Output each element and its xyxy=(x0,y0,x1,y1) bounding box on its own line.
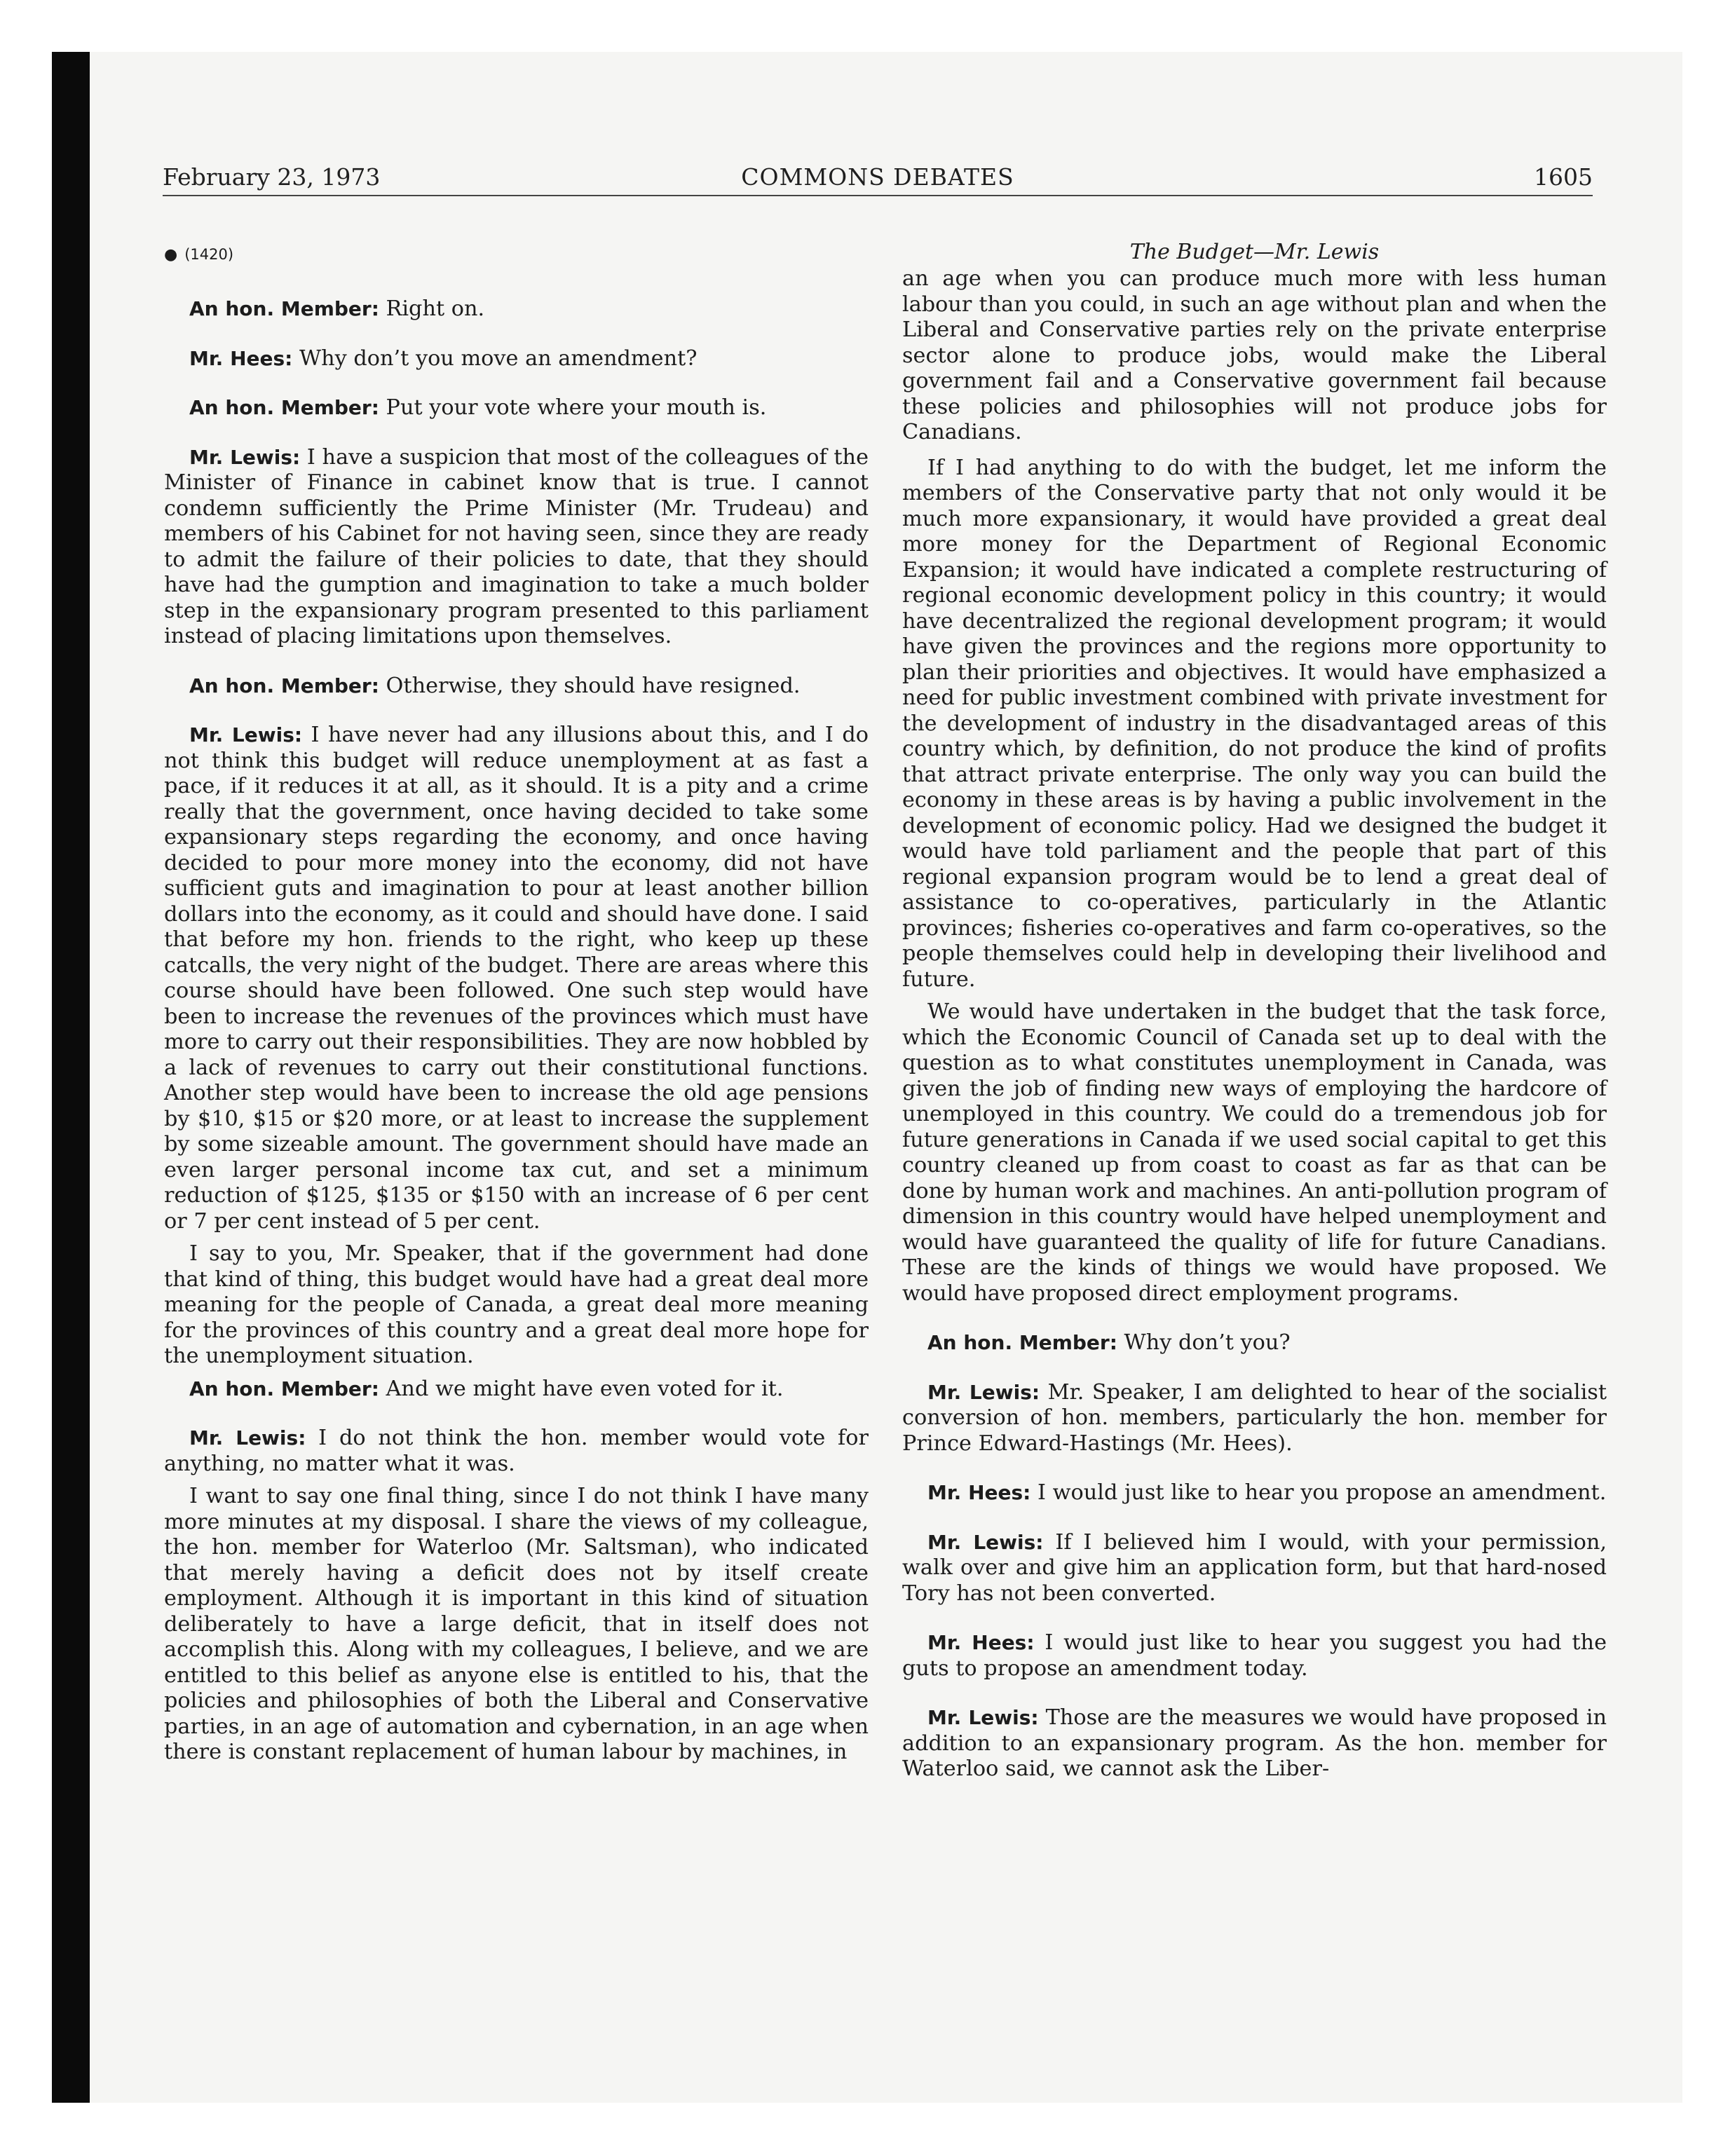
speaker-name: Mr. Lewis: xyxy=(927,1706,1039,1729)
text-paragraph xyxy=(902,266,1607,446)
speaker-name: An hon. Member: xyxy=(927,1331,1117,1354)
left-column xyxy=(164,244,869,1773)
speaker-name: Mr. Lewis: xyxy=(189,445,301,469)
speech-paragraph xyxy=(902,1380,1607,1457)
text-paragraph xyxy=(164,1241,869,1370)
speaker-name: An hon. Member: xyxy=(189,396,379,419)
paragraph-text: I do not think the hon. member would vote for anything, no matter what it was. xyxy=(164,1426,869,1476)
right-column-body xyxy=(902,266,1607,1782)
paragraph-text: Mr. Speaker, I am delighted to hear of the socialist conversion of hon. members, particularly the hon. member for Prince Edward-Hastings (Mr. Hees). xyxy=(902,1379,1607,1456)
time-marker xyxy=(164,244,869,266)
paragraph-text: Put your vote where your mouth is. xyxy=(379,395,767,420)
paragraph-text: I have never had any illusions about this, and I do not think this budget will reduce unemployment at as fast a pace, if it reduces it at all, as it should. It is a pity and a crime really that the government, once having decided to take some expansionary steps regarding the economy, and once having decided to pour more money into the economy, did not have sufficient guts and imagination to pour at least another billion dollars into the economy, as it could and should have done. I said that before my hon. friends to the right, who keep up these catcalls, the very night of the budget. There are areas where this course should have been followed. One such step would have been to increase the revenues of the provinces which must have more to carry out their responsibilities. They are now hobbled by a lack of revenues to carry out their constitutional functions. Another step would have been to increase the old age pensions by $10, $15 or $20 more, or at least to increase the supplement by some sizeable amount. The government should have made an even larger personal income tax cut, and set a minimum reduction of $125, $135 or $150 with an increase of 6 per cent or 7 per cent instead of 5 per cent. xyxy=(164,723,869,1234)
paragraph-text: Those are the measures we would have proposed in addition to an expansionary program. As the hon. member for Waterloo said, we cannot ask the Liber- xyxy=(902,1705,1607,1781)
speech-paragraph xyxy=(164,346,869,372)
text-paragraph xyxy=(902,999,1607,1306)
header-date: February 23, 1973 xyxy=(163,163,381,191)
speech-paragraph xyxy=(164,1377,869,1403)
speaker-name: Mr. Hees: xyxy=(189,346,293,370)
left-column-body xyxy=(164,296,869,1766)
speaker-name: An hon. Member: xyxy=(189,674,379,697)
right-column xyxy=(902,240,1607,1806)
text-paragraph xyxy=(902,456,1607,993)
speech-paragraph xyxy=(902,1330,1607,1356)
time-marker-text: (1420) xyxy=(184,246,234,263)
paragraph-text: I want to say one final thing, since I do not think I have many more minutes at my disposal. I share the views of my colleague, the hon. member for Waterloo (Mr. Saltsman), who indicated that merely having a deficit does not by itself create employment. Although it is important in this kind of situation deliberately to have a large deficit, that in itself does not accomplish this. Along with my colleagues, I believe, and we are entitled to this belief as anyone else is entitled to his, that the policies and philosophies of both the Liberal and Conservative parties, in an age of automation and cybernation, in an age when there is constant replacement of human labour by machines, in xyxy=(164,1484,869,1764)
scanned-page xyxy=(52,52,1682,2103)
bullet-icon: ● xyxy=(164,246,178,264)
speech-paragraph xyxy=(902,1530,1607,1607)
header-page-number: 1605 xyxy=(1534,163,1593,191)
paragraph-text: Otherwise, they should have resigned. xyxy=(379,673,801,698)
speech-paragraph xyxy=(164,1426,869,1477)
speaker-name: Mr. Lewis: xyxy=(189,1426,306,1449)
paragraph-text: I say to you, Mr. Speaker, that if the government had done that kind of thing, this budget would have had a great deal more meaning for the people of Canada, a great deal more meaning for the provinces of this country and a great deal more hope for the unemployment situation. xyxy=(164,1241,869,1368)
paragraph-text: I would just like to hear you propose an amendment. xyxy=(1030,1480,1607,1505)
speaker-name: Mr. Hees: xyxy=(927,1631,1035,1654)
text-paragraph xyxy=(164,1484,869,1766)
speaker-name: An hon. Member: xyxy=(189,1377,379,1400)
speech-paragraph xyxy=(164,723,869,1234)
speech-paragraph xyxy=(164,395,869,421)
paragraph-text: Why don’t you move an amendment? xyxy=(292,346,698,371)
paragraph-text: Why don’t you? xyxy=(1117,1330,1291,1355)
speaker-name: Mr. Lewis: xyxy=(927,1530,1044,1554)
paragraph-text: an age when you can produce much more with less human labour than you could, in such an age without plan and when the Liberal and Conservative parties rely on the private enterprise sector alone to produce jobs, would make the Liberal government fail and a Conservative government fail because these policies and philosophies will not produce jobs for Canadians. xyxy=(902,266,1607,444)
paragraph-text: We would have undertaken in the budget that the task force, which the Economic Council of Canada set up to deal with the question as to what constitutes unemployment in Canada, was given the job of finding new ways of employing the hardcore of unemployed in this country. We could do a tremendous job for future generations in Canada if we used social capital to get this country cleaned up from coast to coast as far as that can be done by human work and machines. An anti-pollution program of dimension in this country would have helped unemployment and would have guaranteed the quality of life for future Canadians. These are the kinds of things we would have proposed. We would have proposed direct employment programs. xyxy=(902,999,1607,1306)
speech-paragraph xyxy=(902,1705,1607,1782)
paragraph-text: If I believed him I would, with your permission, walk over and give him an application form, but that hard-nosed Tory has not been converted. xyxy=(902,1529,1607,1606)
paragraph-text: I would just like to hear you suggest you had the guts to propose an amendment today. xyxy=(902,1630,1607,1681)
paragraph-text: I have a suspicion that most of the colleagues of the Minister of Finance in cabinet know that is true. I cannot condemn sufficiently the Prime Minister (Mr. Trudeau) and members of his Cabinet for not having seen, since they are ready to admit the failure of their policies to date, that they should have had the gumption and imagination to take a much bolder step in the expansionary program presented to this parliament instead of placing limitations upon themselves. xyxy=(164,444,869,648)
speech-paragraph xyxy=(902,1480,1607,1506)
speaker-name: An hon. Member: xyxy=(189,297,379,320)
header-title: COMMONS DEBATES xyxy=(741,163,1014,191)
paragraph-text: If I had anything to do with the budget, let me inform the members of the Conservative party that not only would it be much more expansionary, it would have provided a great deal more money for the Department of Regional Economic Expansion; it would have indicated a complete restructuring of regional economic development policy in this country; it would have decentralized the regional development program; it would have given the provinces and the regions more opportunity to plan their priorities and objectives. It would have emphasized a need for public investment combined with private investment for the development of industry in the disadvantaged areas of this country which, by definition, do not produce the kind of profits that attract private enterprise. The only way you can build the economy in these areas is by having a public involvement in the development of economic policy. Had we designed the budget it would have told parliament and the people that part of this regional expansion program would be to lend a great deal of assistance to co-operatives, particularly in the Atlantic provinces; fisheries co-operatives and farm co-operatives, so the people themselves could help in developing their livelihood and future. xyxy=(902,455,1607,992)
speech-paragraph xyxy=(164,445,869,650)
paragraph-text: And we might have even voted for it. xyxy=(379,1376,784,1401)
speech-paragraph xyxy=(902,1630,1607,1681)
page-header xyxy=(163,150,1593,196)
speaker-name: Mr. Lewis: xyxy=(189,723,303,746)
speaker-name: Mr. Hees: xyxy=(927,1481,1031,1504)
paragraph-text: Right on. xyxy=(379,296,485,321)
running-head: The Budget—Mr. Lewis xyxy=(1129,240,1380,264)
speech-paragraph xyxy=(164,674,869,700)
scan-edge-shadow xyxy=(52,52,90,2103)
speech-paragraph xyxy=(164,296,869,322)
speaker-name: Mr. Lewis: xyxy=(927,1380,1040,1404)
